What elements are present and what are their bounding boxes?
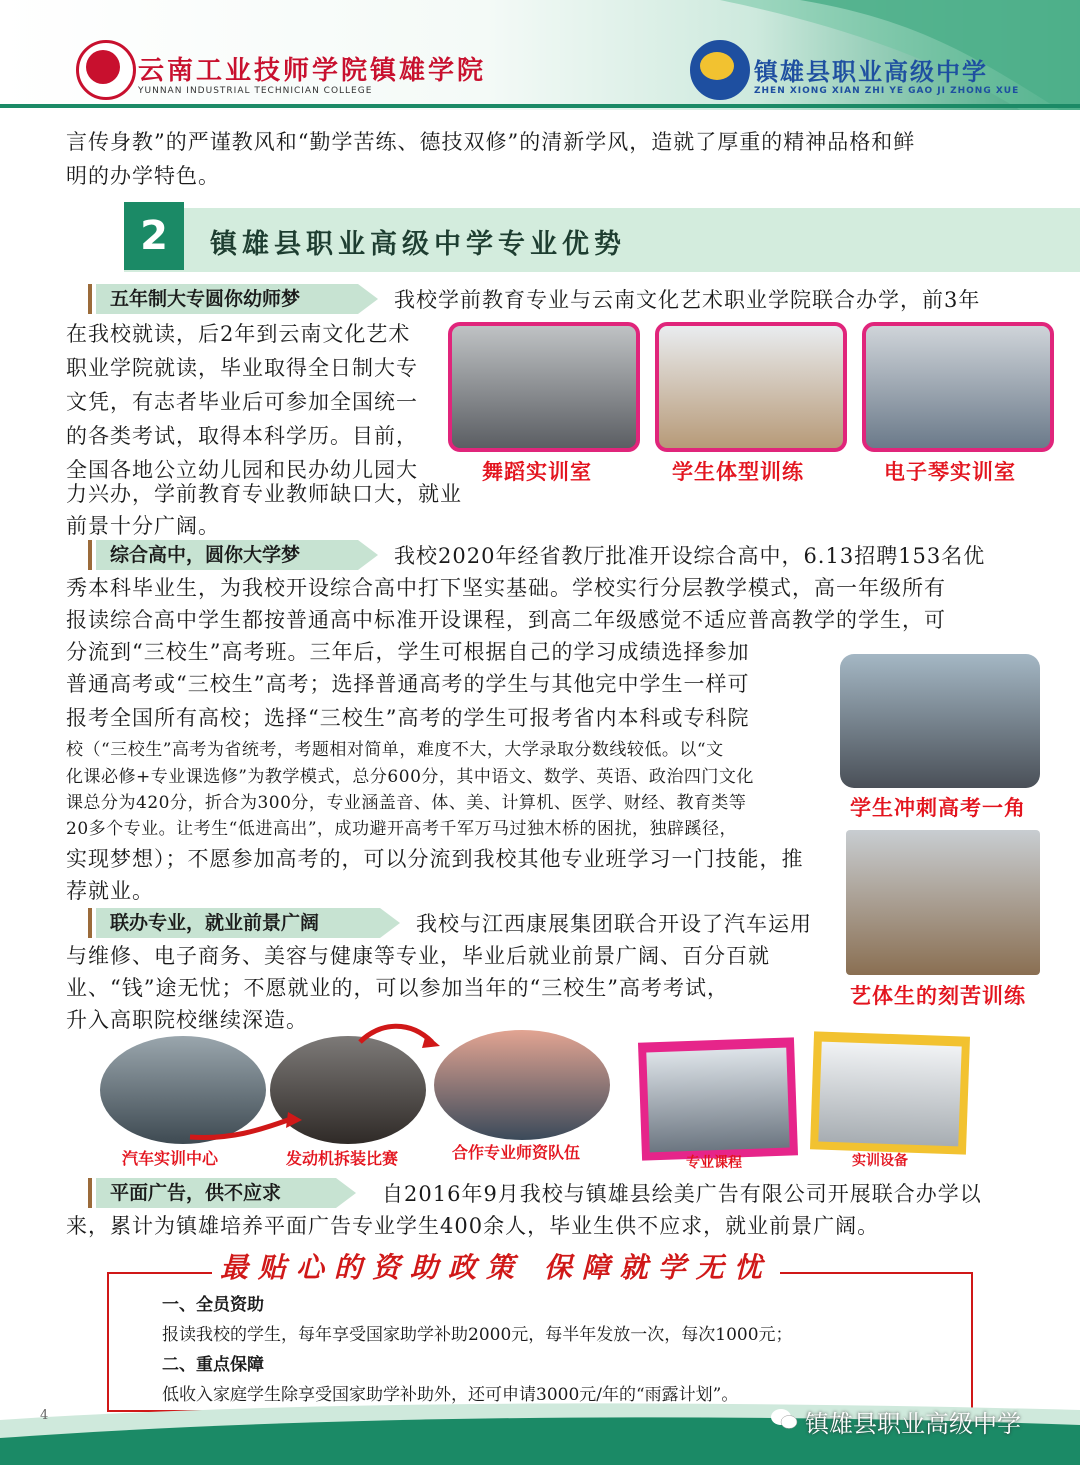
body-line: 报考全国所有高校；选择“三校生”高考的学生可报考省内本科或专科院: [66, 706, 750, 730]
policy-title: 最贴心的资助政策 保障就学无忧: [212, 1246, 780, 1286]
body-line: 我校与江西康展集团联合开设了汽车运用: [416, 912, 812, 936]
flow-arrows: [170, 1012, 470, 1142]
photo-caption: 合作专业师资队伍: [452, 1143, 581, 1162]
subsection-tag: 联办专业，就业前景广阔: [96, 908, 380, 938]
wechat-icon: [770, 1408, 798, 1430]
policy-heading: 二、重点保障: [162, 1355, 264, 1375]
body-line: 文凭，有志者毕业后可参加全国统一: [66, 390, 418, 414]
body-line: 我校2020年经省教厅批准开设综合高中，6.13招聘153名优: [394, 544, 986, 568]
body-line-small: 课总分为420分，折合为300分，专业涵盖音、体、美、计算机、医学、财经、教育类等: [66, 793, 747, 813]
photo-caption: 艺体生的刻苦训练: [850, 984, 1026, 1008]
body-line: 业、“钱”途无忧；不愿就业的，可以参加当年的“三校生”高考考试，: [66, 976, 729, 1000]
college-name-en: YUNNAN INDUSTRIAL TECHNICIAN COLLEGE: [138, 86, 373, 96]
policy-heading: 一、全员资助: [162, 1295, 264, 1315]
body-training-photo: [655, 322, 847, 452]
arts-training-photo: [846, 830, 1040, 975]
body-line: 前景十分广阔。: [66, 514, 220, 538]
photo-caption: 电子琴实训室: [884, 460, 1016, 484]
body-line: 的各类考试，取得本科学历。目前，: [66, 424, 418, 448]
page-number: 4: [40, 1408, 49, 1423]
body-line: 实现梦想）；不愿参加高考的，可以分流到我校其他专业班学习一门技能，推: [66, 847, 804, 871]
body-line: 秀本科毕业生，为我校开设综合高中打下坚实基础。学校实行分层教学模式，高一年级所有: [66, 576, 946, 600]
intro-line: 言传身教”的严谨教风和“勤学苦练、德技双修”的清新学风，造就了厚重的精神品格和鲜: [66, 130, 916, 154]
photo-caption: 发动机拆装比赛: [286, 1149, 399, 1168]
school-name-en: ZHEN XIONG XIAN ZHI YE GAO JI ZHONG XUE: [754, 86, 1020, 96]
exam-prep-photo: [840, 654, 1040, 788]
photo-caption: 舞蹈实训室: [482, 460, 592, 484]
body-line: 在我校就读，后2年到云南文化艺术: [66, 322, 411, 346]
body-line: 全国各地公立幼儿园和民办幼儿园大: [66, 458, 418, 482]
tag-marker: [88, 1178, 92, 1208]
photo-caption: 汽车实训中心: [122, 1149, 219, 1168]
dance-room-photo: [448, 322, 640, 452]
college-logo-emblem: [86, 50, 120, 84]
subsection-tag: 综合高中，圆你大学梦: [96, 540, 358, 570]
section-number: 2: [124, 202, 184, 270]
body-line: 力兴办，学前教育专业教师缺口大，就业: [66, 482, 462, 506]
subsection-tag: 五年制大专圆你幼师梦: [96, 284, 358, 314]
school-name: 镇雄县职业高级中学: [754, 57, 988, 86]
photo-caption: 专业课程: [686, 1155, 742, 1171]
equipment-photo: [818, 1042, 961, 1147]
photo-caption: 学生体型训练: [672, 460, 804, 484]
tag-marker: [88, 908, 92, 938]
body-line: 我校学前教育专业与云南文化艺术职业学院联合办学，前3年: [394, 288, 981, 312]
photo-caption: 实训设备: [852, 1153, 908, 1169]
policy-text: 报读我校的学生，每年享受国家助学补助2000元，每半年发放一次，每次1000元；: [162, 1325, 793, 1345]
body-line-small: 校（“三校生”高考为省统考，考题相对简单，难度不大，大学录取分数线较低。以“文: [66, 740, 724, 760]
section-title: 镇雄县职业高级中学专业优势: [210, 229, 626, 260]
course-photo: [646, 1048, 789, 1153]
body-line: 升入高职院校继续深造。: [66, 1008, 308, 1032]
body-line-small: 化课必修+专业课选修”为教学模式，总分600分，其中语文、数学、英语、政治四门文化: [66, 767, 754, 787]
tag-marker: [88, 540, 92, 570]
body-line: 来，累计为镇雄培养平面广告专业学生400余人，毕业生供不应求，就业前景广阔。: [66, 1214, 880, 1238]
wechat-account-name: 镇雄县职业高级中学: [805, 1410, 1021, 1438]
body-line: 职业学院就读，毕业取得全日制大专: [66, 356, 418, 380]
body-line: 普通高考或“三校生”高考；选择普通高考的学生与其他完中学生一样可: [66, 672, 750, 696]
body-line: 与维修、电子商务、美容与健康等专业，毕业后就业前景广阔、百分百就: [66, 944, 770, 968]
header-divider: [0, 104, 1080, 108]
body-line: 荐就业。: [66, 879, 154, 903]
tag-marker: [88, 284, 92, 314]
subsection-tag: 平面广告，供不应求: [96, 1178, 336, 1208]
body-line-small: 20多个专业。让考生“低进高出”，成功避开高考千军万马过独木桥的困扰，独辟蹊径，: [66, 819, 738, 839]
body-line: 分流到“三校生”高考班。三年后，学生可根据自己的学习成绩选择参加: [66, 640, 750, 664]
school-logo-emblem: [700, 52, 734, 80]
keyboard-room-photo: [862, 322, 1054, 452]
college-name: 云南工业技师学院镇雄学院: [138, 56, 487, 86]
policy-text: 低收入家庭学生除享受国家助学补助外，还可申请3000元/年的“雨露计划”。: [162, 1385, 739, 1405]
intro-line: 明的办学特色。: [66, 164, 220, 188]
photo-caption: 学生冲刺高考一角: [850, 796, 1026, 820]
body-line: 报读综合高中学生都按普通高中标准开设课程，到高二年级感觉不适应普高教学的学生，可: [66, 608, 946, 632]
body-line: 自2016年9月我校与镇雄县绘美广告有限公司开展联合办学以: [382, 1182, 982, 1206]
